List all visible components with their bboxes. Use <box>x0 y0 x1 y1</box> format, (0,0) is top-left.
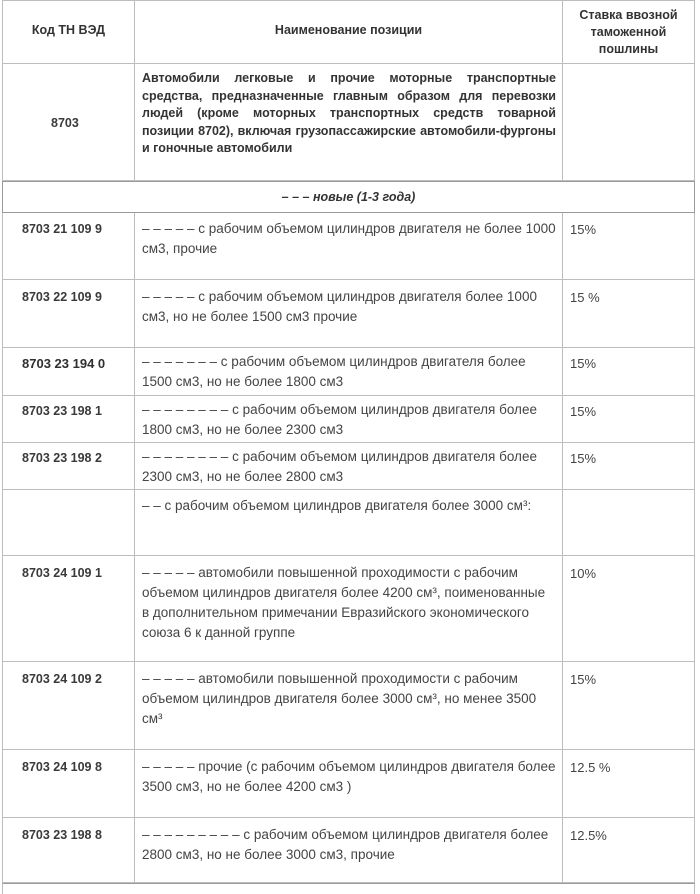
row-name-cell <box>135 662 563 749</box>
row-rate-cell <box>563 348 695 395</box>
table-row <box>2 556 695 662</box>
row-rate-cell <box>563 818 695 882</box>
row-name-cell <box>135 818 563 882</box>
row-code-cell <box>2 396 135 442</box>
row-code-cell <box>2 443 135 489</box>
table-row <box>2 443 695 490</box>
row-name: – – – – – с рабочим объемом цилиндров двигателя не более 1000 см3, прочие <box>142 221 556 256</box>
row-rate: 10% <box>570 566 597 581</box>
table-row <box>2 818 695 883</box>
section-label: – – – новые (1-3 года) <box>281 190 416 204</box>
row-rate: 15% <box>570 356 597 371</box>
row-name: – – с рабочим объемом цилиндров двигателя более 3000 см³: <box>142 498 532 513</box>
row-rate-cell <box>563 443 695 489</box>
group-code: 8703 <box>51 116 79 130</box>
group-name: Автомобили легковые и прочие моторные транспортные средства, предназначенные главным образом для перевозки людей (кроме моторных транспортных средств товарной позиции 8702), включая грузопассажирские автомобили-фургоны и гоночные автомобили <box>142 71 556 155</box>
row-code: 8703 24 109 2 <box>22 672 102 686</box>
row-name: – – – – – – – – с рабочим объемом цилиндров двигателя более 1800 см3, но не более 2300 см3 <box>142 402 537 437</box>
row-code: 8703 23 198 2 <box>22 451 102 465</box>
row-rate-cell <box>563 662 695 749</box>
row-name-cell <box>135 280 563 347</box>
row-code: 8703 23 198 1 <box>22 404 102 418</box>
row-code: 8703 23 198 8 <box>22 828 102 842</box>
table-row <box>2 490 695 556</box>
row-rate-cell <box>563 213 695 279</box>
row-rate-cell <box>563 750 695 817</box>
row-name: – – – – – автомобили повышенной проходимости с рабочим объемом цилиндров двигателя более 3000 см³, но менее 3500 см³ <box>142 671 537 726</box>
table-row <box>2 280 695 348</box>
table-row <box>2 662 695 750</box>
row-code: 8703 24 109 1 <box>22 566 102 580</box>
table-row <box>2 348 695 396</box>
row-name-cell <box>135 556 563 661</box>
row-code: 8703 21 109 9 <box>22 222 102 236</box>
table-row <box>2 396 695 443</box>
row-rate: 12.5 % <box>570 760 611 775</box>
row-rate: 15 % <box>570 290 600 305</box>
header-name-label: Наименование позиции <box>274 23 423 37</box>
header-cell-code <box>2 1 135 63</box>
table-row <box>2 213 695 280</box>
row-code-cell <box>2 490 135 555</box>
table-header-row <box>2 0 695 64</box>
table-continuation <box>2 883 695 894</box>
row-rate: 15% <box>570 222 597 237</box>
header-cell-name <box>135 1 563 63</box>
row-name-cell <box>135 396 563 442</box>
row-code-cell <box>2 662 135 749</box>
row-code-cell <box>2 750 135 817</box>
group-row <box>2 64 695 181</box>
row-rate-cell <box>563 280 695 347</box>
header-rate-label: Ставка ввозной таможенной пошлины <box>579 8 678 56</box>
row-rate: 12.5% <box>570 828 607 843</box>
row-rate-cell <box>563 490 695 555</box>
row-name: – – – – – автомобили повышенной проходимости с рабочим объемом цилиндров двигателя более 4200 см³, поименованные в дополнительном примечании Евразийского экономического союза 6 к данной группе <box>142 565 546 640</box>
row-code-cell <box>2 348 135 395</box>
row-code-cell <box>2 556 135 661</box>
row-code-cell <box>2 280 135 347</box>
row-name: – – – – – – – с рабочим объемом цилиндров двигателя более 1500 см3, но не более 1800 см3 <box>142 354 526 389</box>
row-name-cell <box>135 750 563 817</box>
row-name: – – – – – – – – – с рабочим объемом цилиндров двигателя более 2800 см3, но не более 3000 см3, прочие <box>142 827 549 862</box>
row-name-cell <box>135 348 563 395</box>
section-header <box>2 181 695 213</box>
row-name: – – – – – прочие (с рабочим объемом цилиндров двигателя более 3500 см3, но не более 4200 см3 ) <box>142 759 556 794</box>
row-code-cell <box>2 818 135 882</box>
row-rate-cell <box>563 556 695 661</box>
row-code: 8703 24 109 8 <box>22 760 102 774</box>
group-code-cell <box>2 64 135 180</box>
row-rate: 15% <box>570 451 597 466</box>
row-code-cell <box>2 213 135 279</box>
group-name-cell <box>135 64 563 180</box>
row-name-cell <box>135 490 563 555</box>
row-rate-cell <box>563 396 695 442</box>
table-row <box>2 750 695 818</box>
header-cell-rate <box>563 1 695 63</box>
group-rate-cell <box>563 64 695 180</box>
row-rate: 15% <box>570 672 597 687</box>
row-name: – – – – – с рабочим объемом цилиндров двигателя более 1000 см3, но не более 1500 см3 прочие <box>142 289 537 324</box>
row-name: – – – – – – – – с рабочим объемом цилиндров двигателя более 2300 см3, но не более 2800 см3 <box>142 449 537 484</box>
header-code-label: Код ТН ВЭД <box>31 23 106 37</box>
row-code: 8703 22 109 9 <box>22 290 102 304</box>
row-rate: 15% <box>570 404 597 419</box>
row-name-cell <box>135 213 563 279</box>
row-name-cell <box>135 443 563 489</box>
row-code: 8703 23 194 0 <box>22 356 106 371</box>
